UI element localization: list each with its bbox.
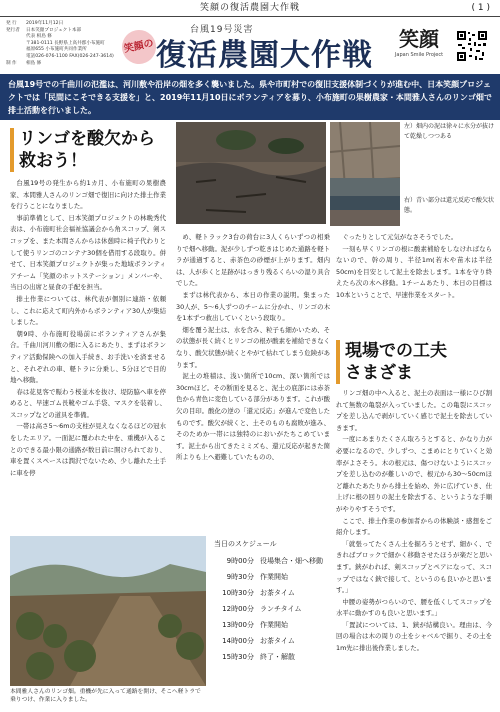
photo-caption-left: 左）畑内の泥は徐々に水分が抜けて乾燥しつつある: [404, 123, 495, 140]
schedule-title: 当日のスケジュール: [214, 540, 277, 548]
article-column-2: [176, 232, 330, 464]
publisher-value: 代表 相島 修: [26, 34, 52, 40]
logo-mark: 笑顔: [399, 27, 439, 51]
publisher-key: 発行者: [6, 27, 20, 33]
paragraph: 泥土の堆積は、浅い箇所で10cm、深い箇所では30cmほど。その断面を見ると、泥土の底部には赤茶色から青色に変色している部分があります。これが酸欠の目印。酸化の逆の「還元反応」が進んで変色したものです。酸欠が続くと、土そのものも腐敗が進み、そのためか一帯には独特のにおいがたちこめています。泥土から出てきたミミズも、還元反応が起きた箇所よりも上へ避難していたものの、: [176, 372, 330, 462]
schedule-event: 作業開始: [260, 573, 288, 581]
schedule-row: [214, 617, 332, 633]
schedule-row: [214, 569, 332, 585]
photo-blue-layer: [330, 178, 400, 226]
publisher-row: [6, 61, 126, 68]
schedule-rows: [214, 553, 332, 665]
publisher-value: 日本笑顔プロジェクト本部: [26, 27, 82, 33]
paragraph: まずは林代表から、本日の作業の説明。集まった30人が、5～6人ずつのチームに分かれ、リンゴの木を1本ずつ救出していくという段取り。: [176, 290, 330, 323]
paragraph: リンゴ畑の中へ入ると、泥土の表面は一様にひび割れて無数の亀裂が入っていました。この亀裂にスコップを差し込んで剥がしていく感じで泥土を除去していきます。: [336, 389, 492, 432]
paragraph: め、軽トラック3台の荷台に3人くらいずつの相乗りで畑へ移動。泥が少しずつ乾きはじめた通路を軽トラが通過すると、赤茶色の砂煙が上がります。畑内は、人が歩くと足跡がはっきり残るくらいの湿り具合でした。: [176, 233, 330, 288]
paragraph: ここで、排土作業の参加者からの体験談・感想をご紹介します。: [336, 516, 492, 537]
running-title: 笑顔の復活農園大作戦: [199, 3, 300, 13]
paragraph: 「置試については、1、鋏が結構良い。理由は、今回の場合は木の周りの土をシャベルで掘り、その土を1m先に排出後作業しました。: [336, 620, 492, 653]
schedule-event: お茶タイム: [260, 637, 295, 645]
schedule-event: 作業開始: [260, 621, 288, 629]
masthead-badge: 笑顔の: [119, 27, 159, 67]
schedule-time: 9時00分: [226, 557, 254, 565]
photo-soil-closeup: [176, 122, 326, 224]
article-column-3: [336, 232, 492, 302]
paragraph: 排土作業については、林代表が個別に連絡・依頼し、これに応えて町内外からボランティア30人が集結しました。: [10, 294, 166, 327]
publisher-value: 2019年11月12日: [26, 21, 64, 26]
paragraph: 一帯は高さ5～6mの支柱が見えなくなるほどの冠水をしたエリア。一面泥に覆われた中を、重機が入ることのできる最小限の通路が数日前に開けられており、車を置くスペースは潤沢でないため、少し離れた土手に車を停: [10, 422, 166, 477]
lede-banner: 台風19号での千曲川の氾濫は、河川敷や沿岸の畑を多く襲いました。県や市町村での復旧支援体制づくりが進む中、日本笑顔プロジェクトでは「民間にこそできる支援を」と、2019年11月10日にボランティアを募り、小布施町の果樹農家・本間雅人さんのリンゴ畑で排土活動を行いました。: [0, 74, 500, 120]
publisher-row: [6, 21, 126, 28]
paragraph: 畑を覆う泥土は、水を含み、粒子も細かいため、その状態が長く続くとリンゴの根が酸素を補給できなくなり、酸欠状態が続くとやがて枯れてしまう危険があります。: [176, 325, 330, 369]
schedule-row: [214, 633, 332, 649]
publisher-row: [6, 34, 126, 41]
publisher-key: [6, 34, 26, 41]
publisher-value: 電話026-076-1100 FAX(026-247-3614): [26, 53, 114, 59]
publisher-key: 発 行: [6, 21, 17, 26]
paragraph: 事前準備として、日本笑顔プロジェクトの林晩秀代表は、小布施町社会福祉協議会から角スコップ、剣スコップを、また本間さんからは休憩時に椅子代わりとして使うリンゴのコンテナ30個を借用する段取り。併せて、日本笑顔プロジェクトが集った地域ボランティアチーム「笑顔のホットステーション」メンバーや、当日の出席と昼食の手配を担当。: [10, 213, 166, 292]
project-logo: [388, 26, 450, 68]
masthead-title: 復活農園大作戦: [156, 38, 373, 73]
publisher-row: [6, 28, 126, 35]
publisher-key: [6, 41, 26, 48]
orchard-photo-caption: 本間雅人さんのリンゴ畑。重機が先に入って通路を開け、そこへ軽トラで乗りつけ、作業に入りました。: [10, 689, 201, 703]
paragraph: 春は花見客で賑わう桜並木を抜け、堤防脇へ車を停めると、早速ゴム長靴やゴム手袋、マスクを装着し、スコップなどの道具を準備。: [10, 387, 166, 419]
schedule-event: ランチタイム: [260, 605, 302, 613]
schedule-row: [214, 553, 332, 569]
publisher-value: 相島 修: [26, 60, 42, 66]
paragraph: 「就張ってたくさん土を掘ろうとせず、細かく、できればブロックで細かく移動させたほうが楽だと思います。鋏がわれば、剣スコップとペアになって、スコップではなく鋏で接して、というのも良いかと思います。」: [336, 539, 492, 595]
schedule-event: 役場集合・畑へ移動: [260, 557, 323, 565]
schedule-event: お茶タイム: [260, 589, 295, 597]
qr-code-icon: [456, 30, 488, 62]
publisher-value: 〒381-0111 長野県上高井郡小布施町: [26, 40, 105, 46]
logo-text: Japan Smile Project: [394, 52, 444, 58]
heading-line: 現場での工夫: [345, 341, 447, 361]
paragraph: 一刻も早くリンゴの根に酸素補給をしなければならないので、幹の周り、半径1m(若木や苗木は半径50cm)を目安として泥土を除去します。1本を守り終えたら次の木へ移動。1チームあたり、本日の目標は10本ということで、早速作業をスタート。: [336, 244, 492, 299]
heading-line: さまざま: [345, 363, 413, 383]
masthead-subtitle: 台風19号災害: [190, 25, 254, 35]
publisher-key: [6, 54, 26, 61]
heading-line: 救おう！: [19, 151, 87, 171]
paragraph: 一度にあまりたくさん取ろうとすると、かなり力が必要になるので、少しずつ、こまめにとりていくと効率がよさそう。木の根元は、傷つけないようにスコップを差し込むのが難しいので、根元から30～50cmほど離れたあたりから排土を始め、外に広げていき、仕上げに根の回りの泥土を除去する、というような手順がやりやすそうです。: [336, 435, 492, 513]
schedule-time: 15時30分: [222, 653, 254, 661]
section-heading-2: [336, 340, 447, 384]
schedule-row: [214, 601, 332, 617]
paragraph: ぐったりとして元気がなさそうでした。: [342, 233, 458, 241]
schedule-event: 終了・解散: [260, 653, 295, 661]
schedule-time: 13時00分: [222, 621, 254, 629]
publisher-key: [6, 47, 26, 54]
photo-orchard: [10, 536, 206, 686]
page-number: ( 1 ): [471, 3, 490, 13]
schedule-row: [214, 585, 332, 601]
paragraph: 朝9時、小布施町役場前にボランティアさんが集合。千曲川河川敷の畑に入るにあたり、まずはボランティア活動保険への加入手続き、お手洗いを済ませると、それぞれの車、軽トラに分乗し、5分ほどで目的地へ移動。: [10, 329, 166, 385]
paragraph: 中腰の姿勢がつらいので、腰を低くしてスコップを水平に動かすのも良いと思います。」: [336, 597, 492, 618]
section-heading-1: [10, 128, 155, 172]
schedule-time: 10時30分: [222, 589, 254, 597]
publisher-info: [6, 21, 126, 67]
publisher-value: 福原655 小布施町共同作業所: [26, 47, 87, 53]
schedule-time: 14時00分: [222, 637, 254, 645]
paragraph: 台風19号の発生から約1カ月、小布施町の果樹農家、本間雅人さんのリンゴ畑で復旧に向けた排土作業を行うことになりました。: [10, 179, 166, 211]
schedule-time: 9時30分: [226, 573, 254, 581]
schedule-row: [214, 649, 332, 665]
heading-line: リンゴを酸欠から: [19, 129, 155, 149]
photo-caption-right: 右）青い部分は還元反応で酸欠状態。: [404, 197, 495, 214]
publisher-key: 制 作: [6, 60, 17, 66]
article-column-1: [10, 178, 166, 479]
publisher-row: [6, 54, 126, 61]
running-header: [0, 0, 500, 17]
publisher-row: [6, 47, 126, 54]
schedule-time: 12時00分: [222, 605, 254, 613]
day-schedule: [214, 536, 332, 665]
article-column-4: [336, 388, 492, 655]
